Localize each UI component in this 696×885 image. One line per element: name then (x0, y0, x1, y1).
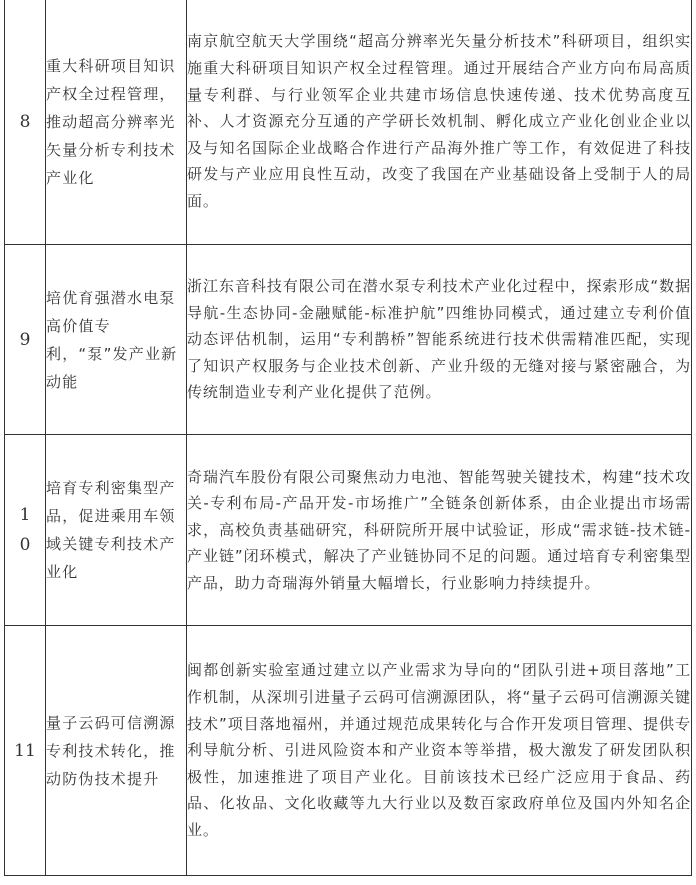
project-title: 重大科研项目知识产权全过程管理，推动超高分辨率光矢量分析专利技术产业化 (46, 0, 187, 245)
project-title: 培育专利密集型产品，促进乘用车领域关键专利技术产业化 (46, 435, 187, 626)
table-row (5, 435, 692, 626)
projects-table (4, 0, 692, 876)
project-description: 闽都创新实验室通过建立以产业需求为导向的“团队引进+项目落地”工作机制，从深圳引进量子云码可信溯源团队，将“量子云码可信溯源关键技术”项目落地福州，并通过规范成果转化与合作开发项目管理、提供专利导航分析、引进风险资本和产业资本等举措，极大激发了研发团队积极性，加速推进了项目产业化。目前该技术已经广泛应用于食品、药品、化妆品、文化收藏等九大行业以及数百家政府单位及国内外知名企业。 (187, 626, 692, 876)
project-description: 南京航空航天大学围绕“超高分辨率光矢量分析技术”科研项目，组织实施重大科研项目知识产权全过程管理。通过开展结合产业方向布局高质量专利群、与行业领军企业共建市场信息快速传递、技术优势高度互补、人才资源充分互通的产学研长效机制、孵化成立产业化创业企业以及与知名国际企业战略合作进行产品海外推广等工作，有效促进了科技研发与产业应用良性互动，改变了我国在产业基础设备上受制于人的局面。 (187, 0, 692, 245)
project-description: 奇瑞汽车股份有限公司聚焦动力电池、智能驾驶关键技术，构建“技术攻关-专利布局-产品开发-市场推广”全链条创新体系，由企业提出市场需求，高校负责基础研究，科研院所开展中试验证，形成“需求链-技术链-产业链”闭环模式，解决了产业链协同不足的问题。通过培育专利密集型产品，助力奇瑞海外销量大幅增长，行业影响力持续提升。 (187, 435, 692, 626)
project-title: 培优育强潜水电泵高价值专利，“泵”发产业新动能 (46, 245, 187, 435)
table-row (5, 245, 692, 435)
row-number: 11 (5, 626, 46, 876)
row-number: 9 (5, 245, 46, 435)
project-description: 浙江东音科技有限公司在潜水泵专利技术产业化过程中，探索形成“数据导航-生态协同-金融赋能-标准护航”四维协同模式，通过建立专利价值动态评估机制，运用“专利鹊桥”智能系统进行技术供需精准匹配，实现了知识产权服务与企业技术创新、产业升级的无缝对接与紧密融合，为传统制造业专利产业化提供了范例。 (187, 245, 692, 435)
row-number: 1 0 (5, 435, 46, 626)
table-row (5, 626, 692, 876)
table-row (5, 0, 692, 245)
project-title: 量子云码可信溯源专利技术转化，推动防伪技术提升 (46, 626, 187, 876)
row-number: 8 (5, 0, 46, 245)
